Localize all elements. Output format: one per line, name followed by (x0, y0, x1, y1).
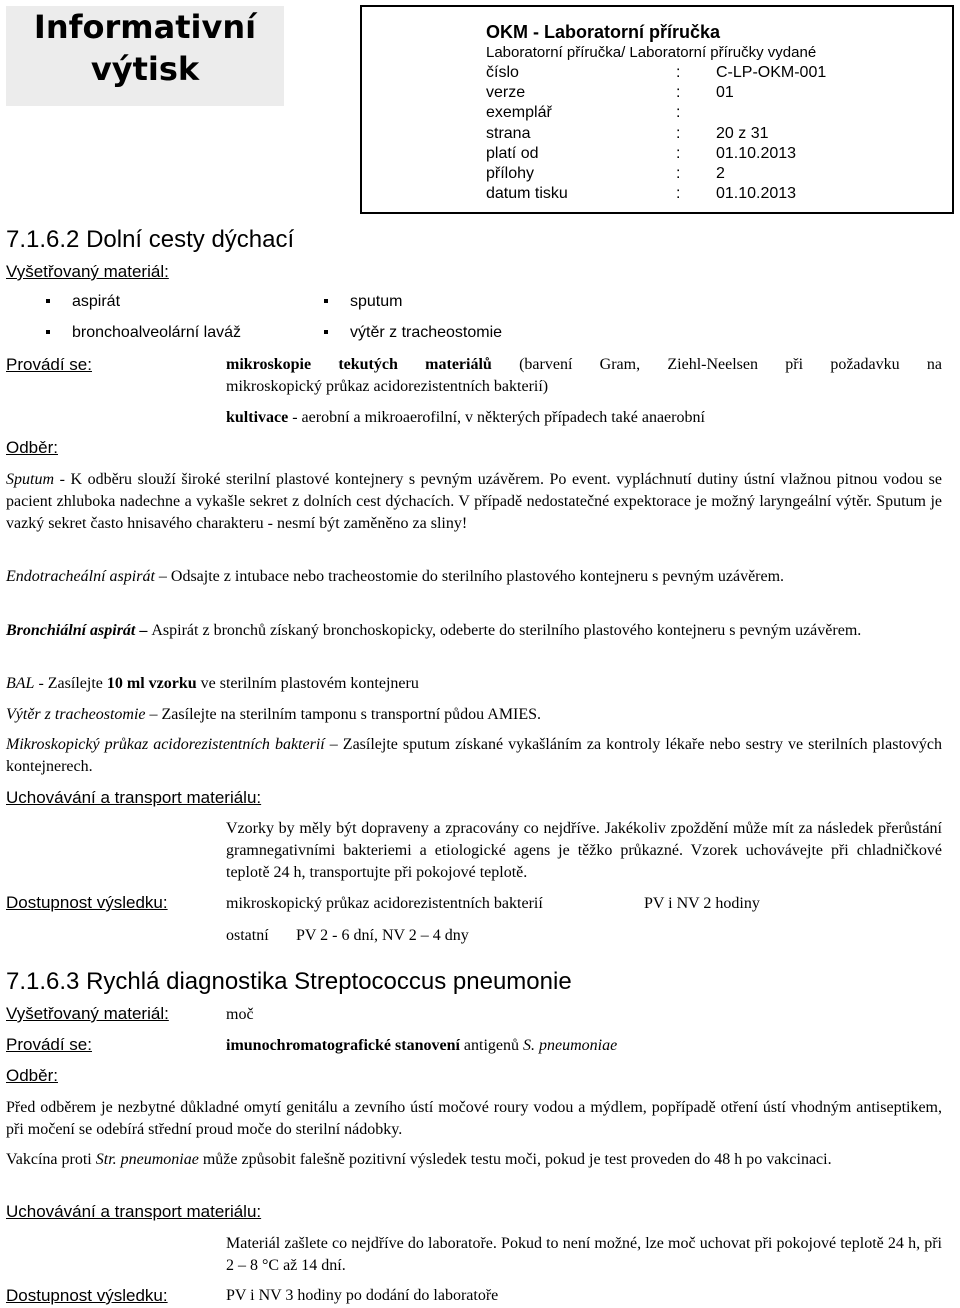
informative-copy-stamp (6, 6, 284, 106)
method-immuno-bold: imunochromatografické stanovení (226, 1037, 460, 1054)
acid-fast-paragraph (6, 734, 942, 778)
method-culture (226, 407, 705, 429)
vaccine-text-2: může způsobit falešně pozitivní výsledek testu moči, pokud je test proveden do 48 h po vakcinaci. (198, 1151, 832, 1168)
material-item: výtěr z tracheostomie (326, 324, 502, 342)
bal-volume: 10 ml vzorku (106, 675, 197, 692)
header-value: 01 (716, 84, 734, 101)
bal-text-2: ve sterilním plastovém kontejneru (196, 675, 419, 692)
storage-text-2: Materiál zašlete co nejdříve do laboratoře. Pokud to není možné, lze moč uchovat při pokojové teplotě 24 h, při 2 – 8 °C až 14 dní. (226, 1235, 942, 1274)
availability-microscopy: mikroskopický průkaz acidorezistentních bakterií (226, 895, 543, 912)
vaccine-note (6, 1149, 942, 1171)
header-sep: : (676, 104, 681, 121)
availability-label-2: Dostupnost výsledku: (6, 1286, 168, 1305)
tracheostomy-paragraph (6, 704, 541, 726)
vaccine-text-1: Vakcína proti (6, 1151, 96, 1168)
method-microscopy-text: (barvení Gram, Ziehl-Neelsen při požadavku na (491, 356, 942, 373)
endotracheal-title: Endotracheální aspirát (6, 568, 155, 585)
method-immunochromatography (226, 1035, 617, 1057)
section-heading-lower-airways: 7.1.6.2 Dolní cesty dýchací (6, 226, 295, 253)
collection-label-2: Odběr: (6, 1066, 58, 1085)
header-key: datum tisku (486, 185, 568, 202)
header-key: verze (486, 84, 526, 101)
bronchial-paragraph (6, 620, 942, 642)
method-culture-text: - aerobní a mikroaerofilní, v některých případech také anaerobní (288, 409, 705, 426)
storage-label-2: Uchovávání a transport materiálu: (6, 1202, 262, 1221)
sputum-title: Sputum (6, 471, 54, 488)
method-microscopy-bold: mikroskopie tekutých materiálů (226, 356, 492, 373)
material-label-2: Vyšetřovaný materiál: (6, 1004, 169, 1023)
bal-text-1: - Zasílejte (34, 675, 107, 692)
availability-other: ostatní (226, 927, 269, 944)
urine-collection-text: Před odběrem je nezbytné důkladné omytí genitálu a zevního ústí močové roury vodou a mýdlem, popřípadě otření ústí vhodným antiseptikem, při močení se odebírá střední proud moče do sterilní nádobky. (6, 1099, 942, 1138)
header-sep: : (676, 64, 681, 81)
material-item: aspirát (48, 293, 120, 311)
tracheostomy-text: – Zasílejte na sterilním tamponu s transportní půdou AMIES. (145, 706, 542, 723)
method-label-2: Provádí se: (6, 1035, 92, 1054)
header-subtitle: Laboratorní příručka/ Laboratorní příručky vydané (486, 44, 817, 61)
storage-text: Vzorky by měly být dopraveny a zpracovány co nejdříve. Jakékoliv zpoždění může mít za následek přerůstání gramnegativními bakteriemi a etiologické agens je těžko průkazné. Vzorek uchovávejte při chladničkové teplotě 24 h, transportujte při pokojové teplotě. (226, 820, 942, 881)
header-value: 01.10.2013 (716, 185, 797, 202)
header-sep: : (676, 84, 681, 101)
availability-other-time: PV 2 - 6 dní, NV 2 – 4 dny (296, 927, 469, 944)
section-heading-strep-pneumoniae: 7.1.6.3 Rychlá diagnostika Streptococcus pneumonie (6, 968, 572, 995)
header-sep: : (676, 125, 681, 142)
availability-microscopy-time: PV i NV 2 hodiny (644, 895, 760, 912)
header-value: 01.10.2013 (716, 145, 797, 162)
sputum-paragraph (6, 469, 942, 535)
bronchial-title: Bronchiální aspirát (6, 622, 136, 639)
availability-label: Dostupnost výsledku: (6, 893, 168, 912)
method-microscopy (226, 354, 942, 398)
material-label: Vyšetřovaný materiál: (6, 262, 169, 281)
header-sep: : (676, 185, 681, 202)
collection-label: Odběr: (6, 438, 58, 457)
vaccine-organism: Str. pneumoniae (95, 1151, 199, 1168)
header-key: číslo (486, 64, 519, 81)
material-item: sputum (326, 293, 402, 311)
header-key: platí od (486, 145, 539, 162)
endotracheal-text: – Odsajte z intubace nebo tracheostomie do sterilního plastového kontejneru s pevným uzávěrem. (154, 568, 785, 585)
header-title: OKM - Laboratorní příručka (486, 22, 721, 42)
availability-urine: PV i NV 3 hodiny po dodání do laboratoře (226, 1287, 499, 1304)
method-culture-bold: kultivace (226, 409, 289, 426)
sputum-text: - K odběru slouží široké sterilní plastové kontejnery s pevným uzávěrem. Po event. vypláchnutí dutiny ústní vlažnou pitnou vodou se pacient zhluboka nadechne a vykašle sekret z dolních cest dýchacích. V případě nedostatečné expektorace je možný laryngeální výtěr. Sputum je vazký sekret často hnisavého charakteru - nesmí být zaměněno za sliny! (6, 471, 942, 532)
bronchial-dash: – (135, 622, 152, 639)
stamp-line-1: Informativní (33, 8, 257, 46)
endotracheal-paragraph (6, 566, 942, 588)
tracheostomy-title: Výtěr z tracheostomie (6, 706, 146, 723)
material-item: bronchoalveolární laváž (48, 324, 241, 342)
material-urine: moč (226, 1006, 254, 1023)
stamp-line-2: výtisk (90, 50, 200, 88)
header-key: strana (486, 125, 531, 142)
bal-paragraph (6, 673, 419, 695)
method-label: Provádí se: (6, 355, 92, 374)
header-value: 20 z 31 (716, 125, 769, 142)
method-immuno-text: antigenů (459, 1037, 524, 1054)
header-key: přílohy (486, 165, 535, 182)
bronchial-text: Aspirát z bronchů získaný bronchoskopicky, odeberte do sterilního plastového kontejneru s pevným uzávěrem. (151, 622, 862, 639)
method-immuno-organism: S. pneumoniae (523, 1037, 618, 1054)
document-header (360, 5, 954, 214)
header-sep: : (676, 145, 681, 162)
storage-label: Uchovávání a transport materiálu: (6, 788, 262, 807)
header-key: exemplář (486, 104, 552, 121)
acid-fast-text: – Zasílejte sputum získané vykašláním za kontroly lékaře nebo sestry ve sterilních plastových kontejnerech. (6, 736, 943, 775)
header-value: 2 (716, 165, 725, 182)
bal-title: BAL (6, 675, 35, 692)
header-value: C-LP-OKM-001 (716, 64, 827, 81)
header-sep: : (676, 165, 681, 182)
acid-fast-title: Mikroskopický průkaz acidorezistentních bakterií (6, 736, 325, 753)
method-microscopy-text-2: mikroskopický průkaz acidorezistentních bakterií) (226, 378, 549, 395)
